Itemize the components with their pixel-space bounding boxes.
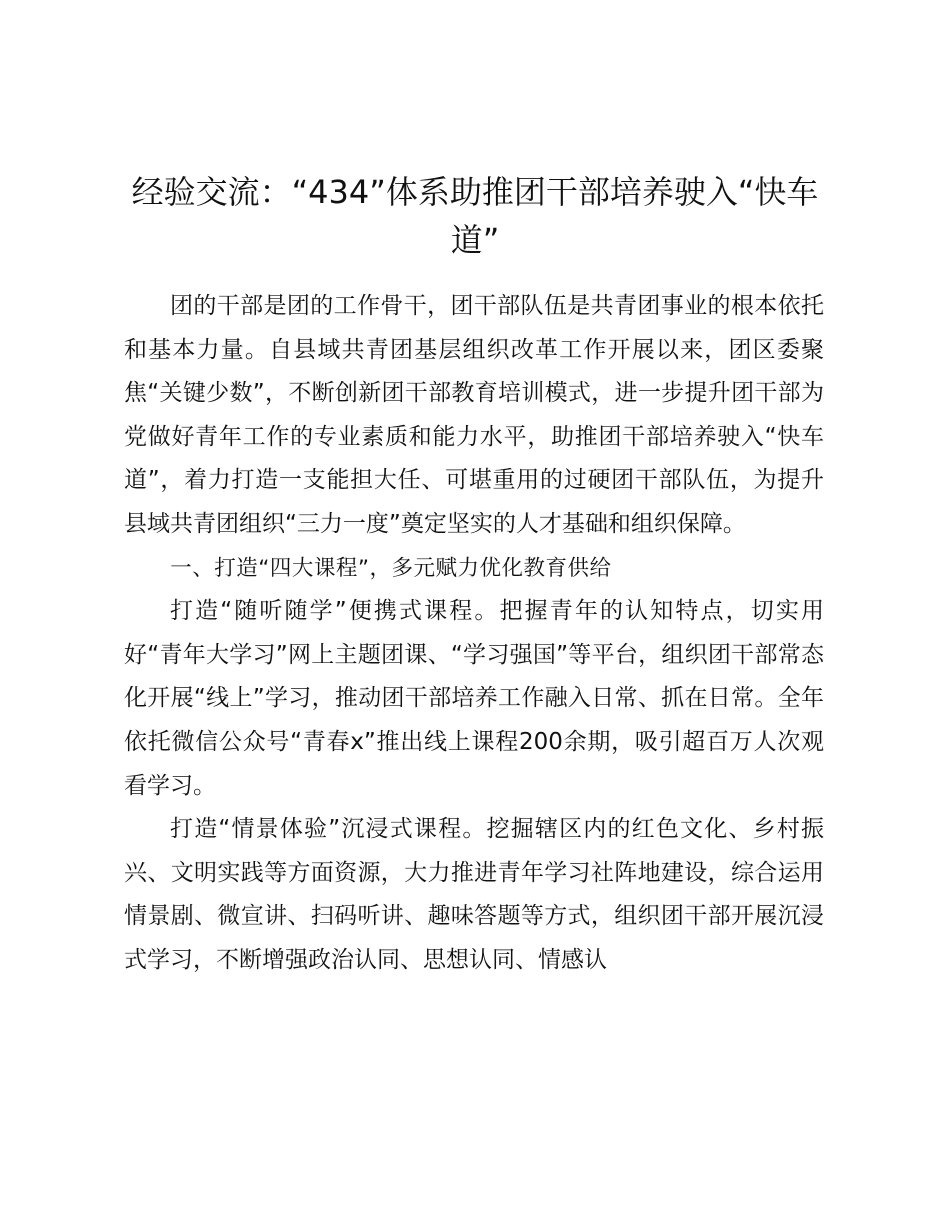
- body-paragraph-1: 打造“随听随学”便携式课程。把握青年的认知特点，切实用好“青年大学习”网上主题团课、“学习强国”等平台，组织团干部常态化开展“线上”学习，推动团干部培养工作融入日常、抓在日常。全年依托微信公众号“青春x”推出线上课程200余期，吸引超百万人次观看学习。: [124, 598, 824, 799]
- intro-paragraph: 团的干部是团的工作骨干，团干部队伍是共青团事业的根本依托和基本力量。自县域共青团基层组织改革工作开展以来，团区委聚焦“关键少数”，不断创新团干部教育培训模式，进一步提升团干部为党做好青年工作的专业素质和能力水平，助推团干部培养驶入“快车道”，着力打造一支能担大任、可堪重用的过硬团干部队伍，为提升县域共青团组织“三力一度”奠定坚实的人才基础和组织保障。: [124, 293, 824, 537]
- section-heading-1: 一、打造“四大课程”，多元赋力优化教育供给: [170, 555, 612, 581]
- document-body: [124, 285, 824, 983]
- document-title: 经验交流：“434”体系助推团干部培养驶入“快车道”: [131, 173, 819, 259]
- body-paragraph-2: 打造“情景体验”沉浸式课程。挖掘辖区内的红色文化、乡村振兴、文明实践等方面资源，大力推进青年学习社阵地建设，综合运用情景剧、微宣讲、扫码听讲、趣味答题等方式，组织团干部开展沉浸式学习，不断增强政治认同、思想认同、情感认: [124, 816, 824, 973]
